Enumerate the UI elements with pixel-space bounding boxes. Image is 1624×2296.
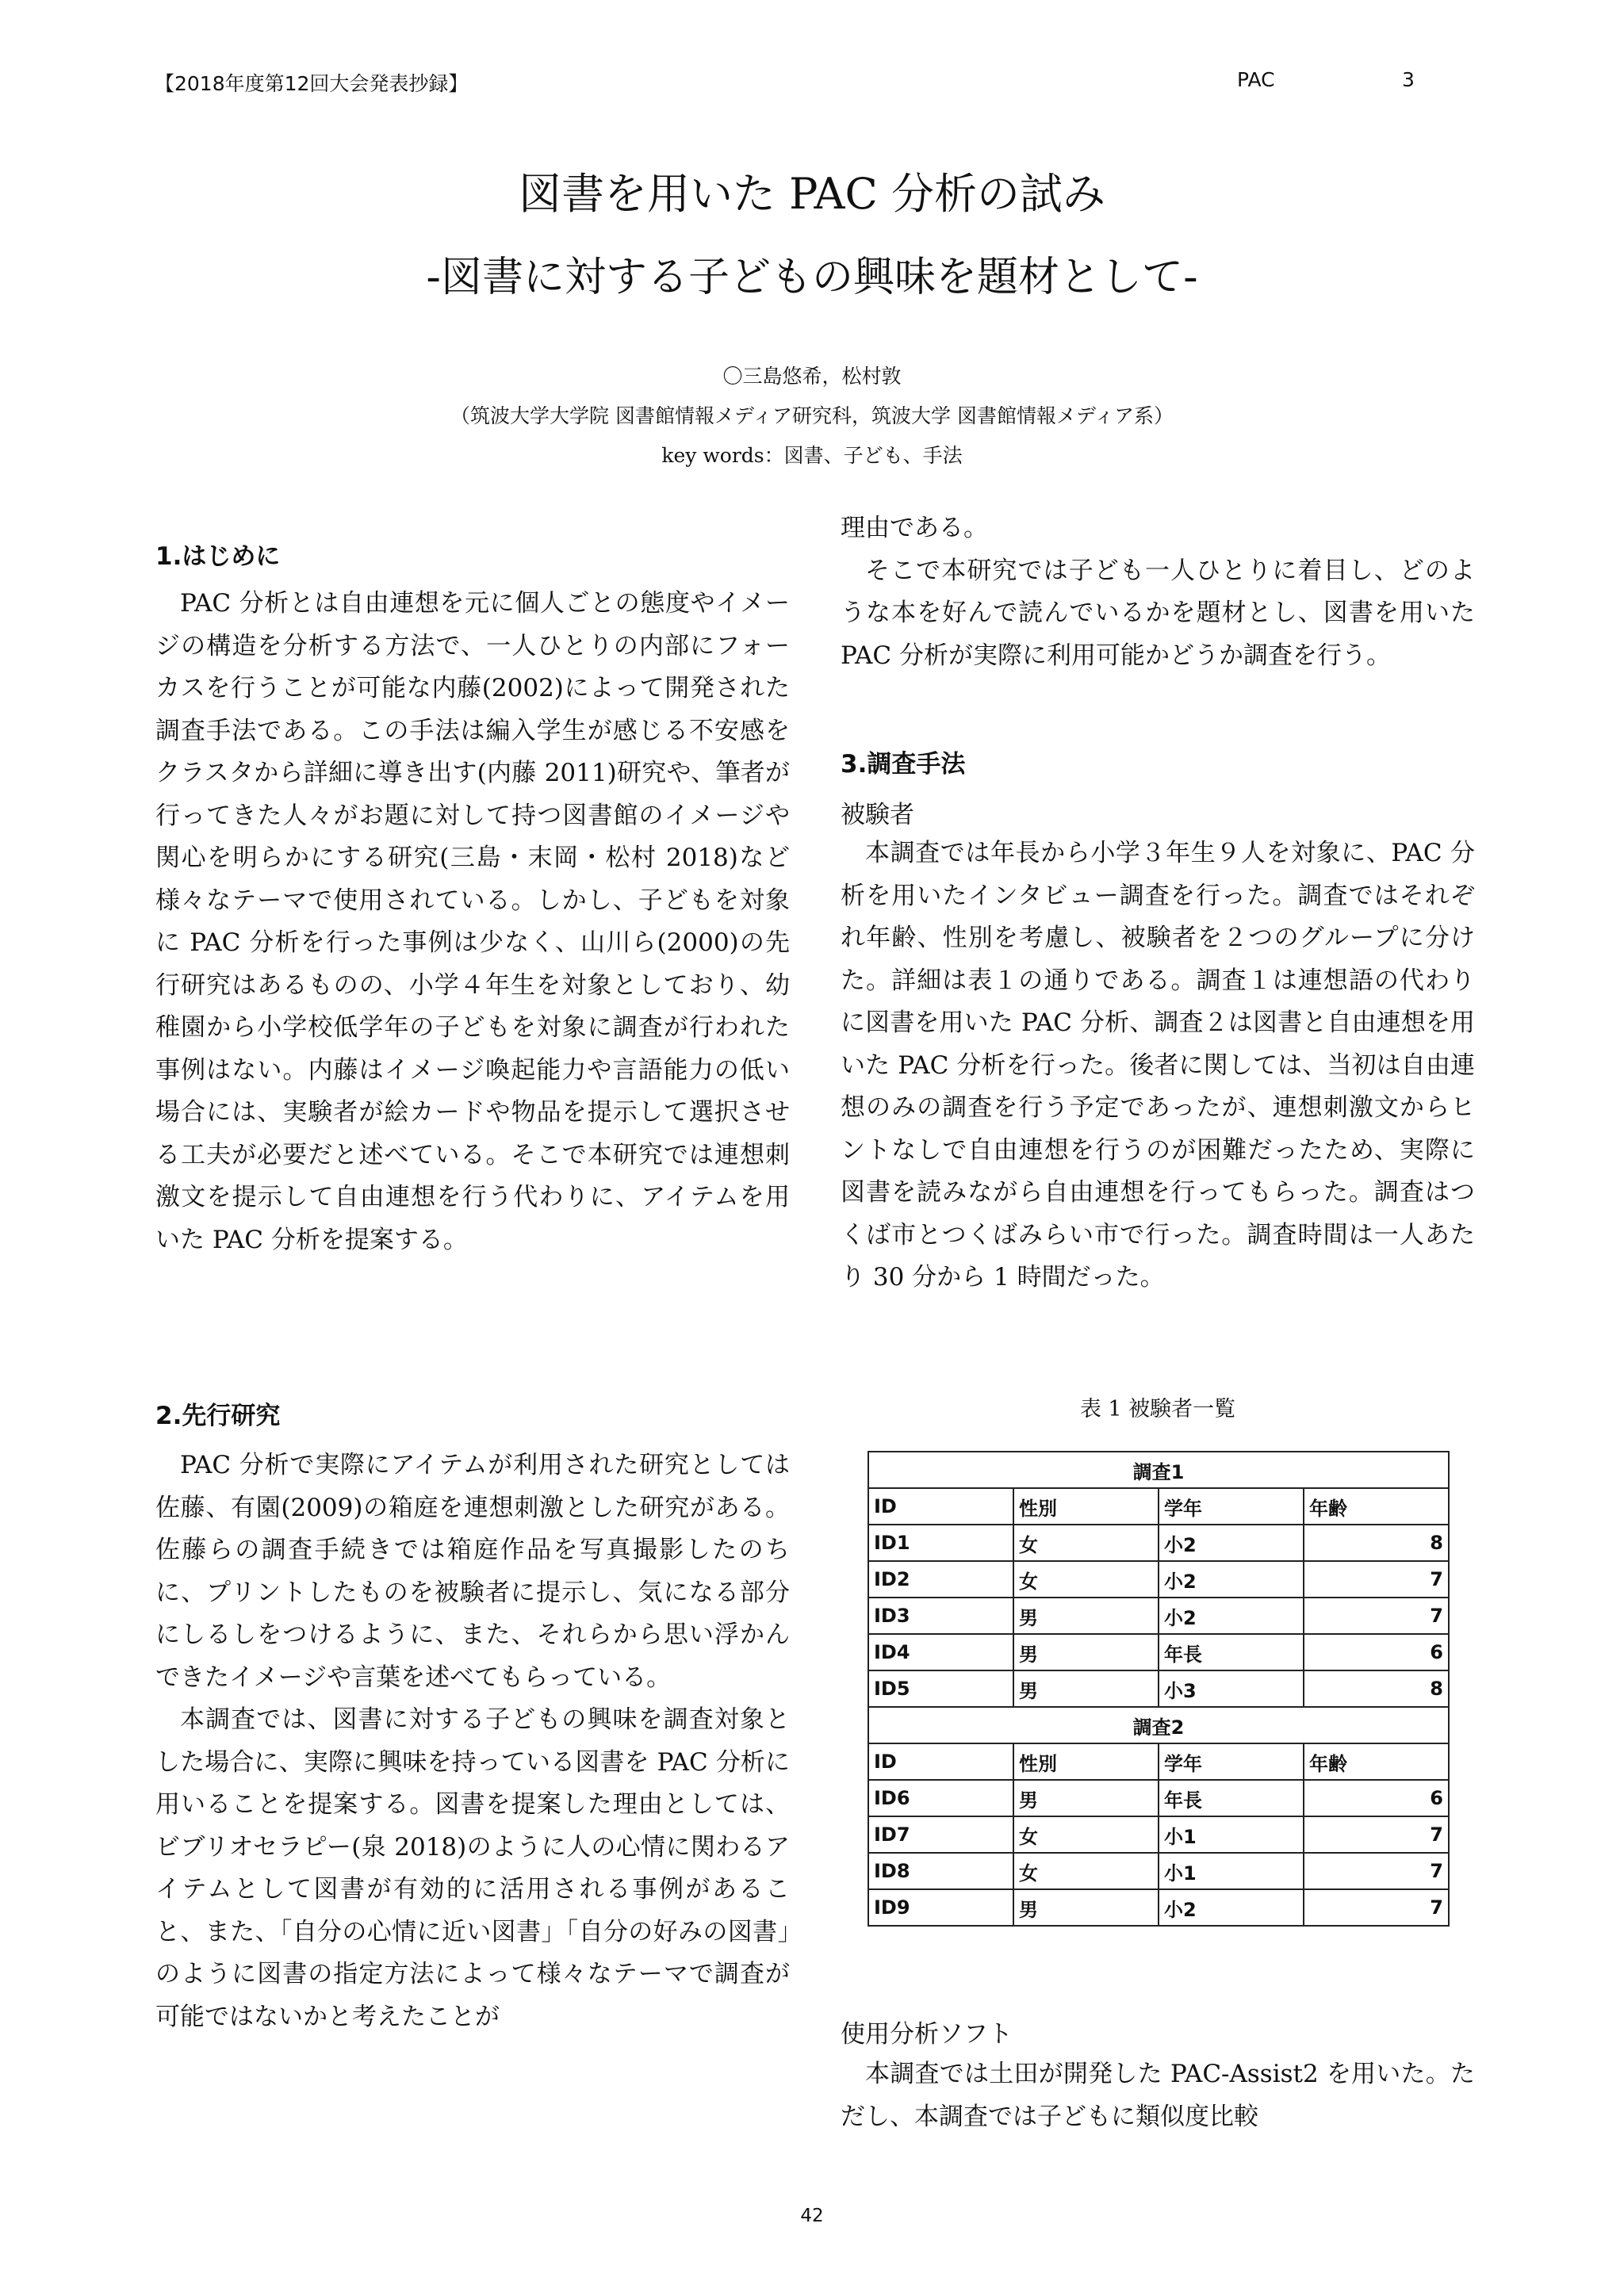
table-header-row [868, 1743, 1449, 1780]
table-cell: 小2 [1159, 1561, 1304, 1598]
table-header-cell: ID [868, 1743, 1013, 1780]
table-cell: 男 [1013, 1780, 1159, 1816]
table-cell: 男 [1013, 1634, 1159, 1670]
table-header-cell: 学年 [1159, 1488, 1304, 1525]
header-middle: PAC [1237, 68, 1275, 91]
table-group-row [868, 1707, 1449, 1743]
table-cell: 年長 [1159, 1634, 1304, 1670]
table-row [868, 1816, 1449, 1853]
section2-body [155, 1445, 790, 2038]
subjects-body [841, 832, 1475, 1299]
table-group-label: 調査2 [868, 1707, 1449, 1743]
table-cell: 7 [1304, 1561, 1449, 1598]
software-body [841, 2053, 1475, 2138]
table-cell: 小2 [1159, 1889, 1304, 1926]
table-header-cell: 性別 [1013, 1488, 1159, 1525]
table-cell: 7 [1304, 1816, 1449, 1853]
table-cell: 6 [1304, 1780, 1449, 1816]
section2-paragraph-1: PAC 分析で実際にアイテムが利用された研究としては佐藤、有園(2009)の箱庭を連想刺激とした研究がある。佐藤らの調査手続きでは箱庭作品を写真撮影したのちに、プリントしたものを被験者に提示し、気になる部分にしるしをつけるように、また、それらから思い浮かんできたイメージや言葉を述べてもらっている。 [155, 1451, 790, 1692]
table-cell: 男 [1013, 1889, 1159, 1926]
right-top-body [841, 507, 1475, 677]
keywords [0, 440, 1624, 469]
table-row [868, 1780, 1449, 1816]
software-heading: 使用分析ソフト [841, 2020, 1013, 2049]
table-cell: 小3 [1159, 1670, 1304, 1707]
table-row [868, 1889, 1449, 1926]
section2-paragraph-2: 本調査では、図書に対する子どもの興味を調査対象とした場合に、実際に興味を持っている図書を PAC 分析に用いることを提案する。図書を提案した理由としては、ビブリオセラピー(泉 2018)のように人の心情に関わるアイテムとして図書が有効的に活用される事例があること、また、「自分の心情に近い図書」「自分の好みの図書」のように図書の指定方法によって様々なテーマで調査が可能ではないかと考えたことが [155, 1705, 790, 2031]
section1-paragraph: PAC 分析とは自由連想を元に個人ごとの態度やイメージの構造を分析する方法で、一人ひとりの内部にフォーカスを行うことが可能な内藤(2002)によって開発された調査手法である。この手法は編入学生が感じる不安感をクラスタから詳細に導き出す(内藤 2011)研究や、筆者が行ってきた人々がお題に対して持つ図書館のイメージや関心を明らかにする研究(三島・末岡・松村 2018)など様々なテーマで使用されている。しかし、子どもを対象に PAC 分析を行った事例は少なく、山川ら(2000)の先行研究はあるものの、小学４年生を対象としており、幼稚園から小学校低学年の子どもを対象に調査が行われた事例はない。内藤はイメージ喚起能力や言語能力の低い場合には、実験者が絵カードや物品を提示して選択させる工夫が必要だと述べている。そこで本研究では連想刺激文を提示して自由連想を行う代わりに、アイテムを用いた PAC 分析を提案する。 [155, 589, 790, 1254]
table-header-cell: 学年 [1159, 1743, 1304, 1780]
table-cell: 年長 [1159, 1780, 1304, 1816]
table-row [868, 1634, 1449, 1670]
table-row [868, 1853, 1449, 1889]
table-cell: ID5 [868, 1670, 1013, 1707]
table-cell: 女 [1013, 1853, 1159, 1889]
software-paragraph: 本調査では土田が開発した PAC-Assist2 を用いた。ただし、本調査では子どもに類似度比較 [841, 2060, 1475, 2131]
keywords-value: 図書、子ども、手法 [783, 444, 963, 467]
table-cell: 男 [1013, 1670, 1159, 1707]
subjects-paragraph: 本調査では年長から小学３年生９人を対象に、PAC 分析を用いたインタビュー調査を行った。調査ではそれぞれ年齢、性別を考慮し、被験者を２つのグループに分けた。詳細は表１の通りである。調査１は連想語の代わりに図書を用いた PAC 分析、調査２は図書と自由連想を用いた PAC 分析を行った。後者に関しては、当初は自由連想のみの調査を行う予定であったが、連想刺激文からヒントなしで自由連想を行うのが困難だったため、実際に図書を読みながら自由連想を行ってもらった。調査はつくば市とつくばみらい市で行った。調査時間は一人あたり 30 分から 1 時間だった。 [841, 839, 1475, 1292]
table-header-cell: ID [868, 1488, 1013, 1525]
subjects-heading: 被験者 [841, 801, 914, 829]
paper-title: 図書を用いた PAC 分析の試み [518, 169, 1106, 219]
table-cell: 8 [1304, 1525, 1449, 1561]
table-cell: 女 [1013, 1525, 1159, 1561]
header-left: 【2018年度第12回大会発表抄録】 [155, 72, 469, 95]
keywords-label: key words： [661, 444, 784, 467]
section1-heading: 1.はじめに [155, 542, 281, 571]
table-row [868, 1670, 1449, 1707]
table-cell: ID4 [868, 1634, 1013, 1670]
table-cell: 小1 [1159, 1816, 1304, 1853]
table-cell: ID6 [868, 1780, 1013, 1816]
table-cell: 小2 [1159, 1525, 1304, 1561]
table-cell: 7 [1304, 1853, 1449, 1889]
table-group-label: 調査1 [868, 1452, 1449, 1488]
table-cell: ID8 [868, 1853, 1013, 1889]
table-cell: 6 [1304, 1634, 1449, 1670]
table-row [868, 1525, 1449, 1561]
table-cell: ID9 [868, 1889, 1013, 1926]
table-cell: 小1 [1159, 1853, 1304, 1889]
table-cell: 男 [1013, 1598, 1159, 1634]
table-row [868, 1561, 1449, 1598]
section2-heading: 2.先行研究 [155, 1402, 281, 1430]
table1-caption: 表 1 被験者一覧 [1079, 1397, 1236, 1422]
table-cell: 女 [1013, 1561, 1159, 1598]
table-header-row [868, 1488, 1449, 1525]
section1-body [155, 583, 790, 1261]
page-number: 42 [800, 2206, 824, 2226]
table-cell: 小2 [1159, 1598, 1304, 1634]
header-right: 3 [1402, 68, 1415, 91]
table-cell: 8 [1304, 1670, 1449, 1707]
table-header-cell: 性別 [1013, 1743, 1159, 1780]
right-top-paragraph-1: 理由である。 [841, 514, 988, 542]
table-cell: 女 [1013, 1816, 1159, 1853]
table-header-cell: 年齢 [1304, 1488, 1449, 1525]
subjects-table [868, 1451, 1450, 1927]
table-cell: ID7 [868, 1816, 1013, 1853]
table-cell: ID1 [868, 1525, 1013, 1561]
right-top-paragraph-2: そこで本研究では子ども一人ひとりに着目し、どのような本を好んで読んでいるかを題材とし、図書を用いた PAC 分析が実際に利用可能かどうか調査を行う。 [841, 556, 1475, 670]
affiliation: （筑波大学大学院 図書館情報メディア研究科，筑波大学 図書館情報メディア系） [450, 404, 1174, 427]
table-cell: 7 [1304, 1598, 1449, 1634]
authors: 〇三島悠希，松村敦 [722, 365, 902, 388]
paper-subtitle: -図書に対する子どもの興味を題材として- [426, 254, 1198, 301]
section3-heading: 3.調査手法 [841, 750, 966, 779]
table-header-cell: 年齢 [1304, 1743, 1449, 1780]
table-cell: ID3 [868, 1598, 1013, 1634]
table-cell: ID2 [868, 1561, 1013, 1598]
table-cell: 7 [1304, 1889, 1449, 1926]
table-row [868, 1598, 1449, 1634]
table-group-row [868, 1452, 1449, 1488]
